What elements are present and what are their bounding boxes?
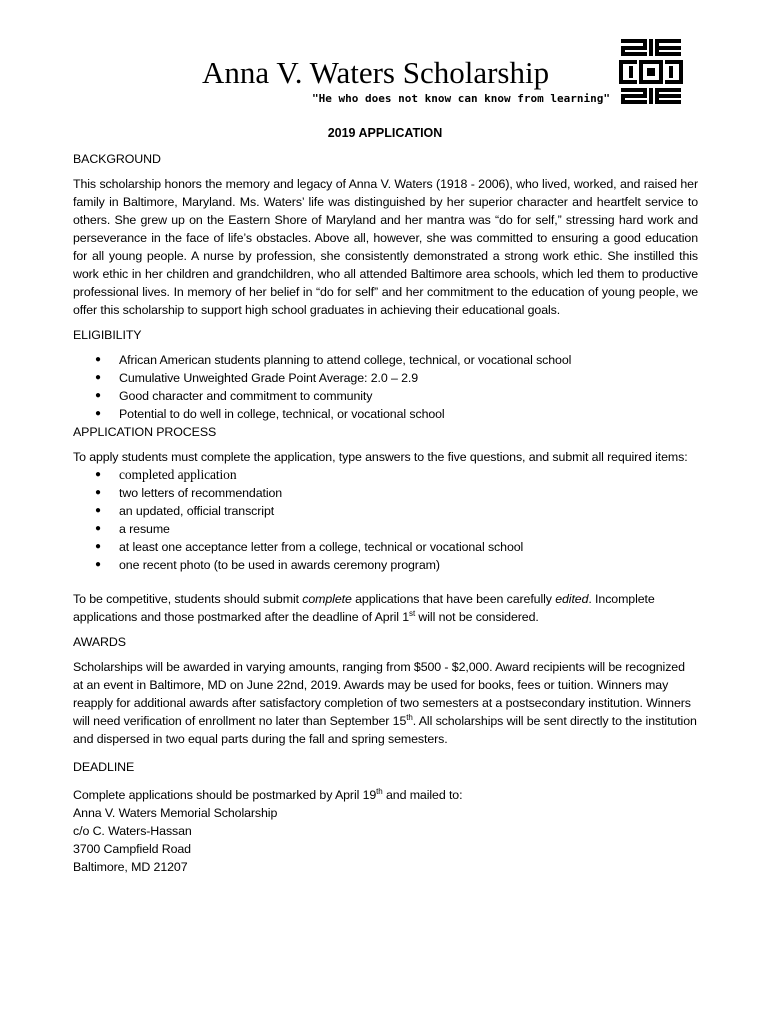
adinkra-symbol-logo	[619, 39, 683, 105]
application-process-intro: To apply students must complete the application, type answers to the five questions, and submit all required items:	[73, 450, 688, 464]
list-item: ● an updated, official transcript	[73, 502, 698, 520]
list-item: ● Cumulative Unweighted Grade Point Average: 2.0 – 2.9	[73, 369, 698, 387]
address-line: 3700 Campfield Road	[73, 842, 191, 856]
list-item: ● completed application	[73, 466, 698, 484]
deadline-intro: Complete applications should be postmarked by April 19th and mailed to:	[73, 787, 463, 802]
document-body	[73, 150, 698, 876]
awards-heading: AWARDS	[73, 635, 126, 649]
scholarship-motto: "He who does not know can know from learning"	[312, 92, 611, 105]
list-item: ● Good character and commitment to community	[73, 387, 698, 405]
background-heading: BACKGROUND	[73, 152, 161, 166]
address-line: Anna V. Waters Memorial Scholarship	[73, 806, 278, 820]
deadline-heading: DEADLINE	[73, 760, 135, 774]
address-line: c/o C. Waters-Hassan	[73, 824, 192, 838]
list-item: ● at least one acceptance letter from a college, technical or vocational school	[73, 538, 698, 556]
eligibility-heading: ELIGIBILITY	[73, 328, 142, 342]
scholarship-title: Anna V. Waters Scholarship	[202, 55, 550, 90]
application-process-heading: APPLICATION PROCESS	[73, 425, 217, 439]
required-items-list	[73, 466, 698, 574]
address-line: Baltimore, MD 21207	[73, 860, 188, 874]
background-paragraph: This scholarship honors the memory and legacy of Anna V. Waters (1918 - 2006), who lived, worked, and raised her family in Baltimore, Maryland. Ms. Waters’ life was distinguished by her superior character and heartfelt service to others. She grew up on the Eastern Shore of Maryland and her mantra was “do for self,” stressing hard work and perseverance in the face of life’s obstacles. Above all, however, she was committed to ensuring a good education for all young people. A nurse by profession, she consistently demonstrated a strong work ethic. She instilled this work ethic in her children and grandchildren, who all attended Baltimore area schools, which led them to productive professional lives. In memory of her belief in “do for self” and her commitment to the education of young people, we offer this scholarship to support high school graduates in achieving their educational goals.	[73, 177, 698, 317]
application-year-heading: 2019 APPLICATION	[327, 126, 443, 140]
mailing-address	[73, 804, 698, 876]
list-item: ● Potential to do well in college, technical, or vocational school	[73, 405, 698, 423]
list-item: ● two letters of recommendation	[73, 484, 698, 502]
list-item: ● a resume	[73, 520, 698, 538]
list-item: ● African American students planning to attend college, technical, or vocational school	[73, 351, 698, 369]
list-item: ● one recent photo (to be used in awards ceremony program)	[73, 556, 698, 574]
awards-paragraph: Scholarships will be awarded in varying amounts, ranging from $500 - $2,000. Award recipients will be recognized at an event in Baltimore, MD on June 22nd, 2019. Awards may be used for books, fees or tuition. Winners may reapply for additional awards after satisfactory completion of two semesters at a postsecondary institution. Winners will need verification of enrollment no later than September 15th. All scholarships will be sent directly to the institution and dispersed in two equal parts during the fall and spring semesters.	[73, 660, 697, 746]
eligibility-list	[73, 351, 698, 423]
competitive-paragraph: To be competitive, students should submit complete applications that have been carefully edited. Incomplete applications and those postmarked after the deadline of April 1st will not be considered.	[73, 592, 655, 624]
